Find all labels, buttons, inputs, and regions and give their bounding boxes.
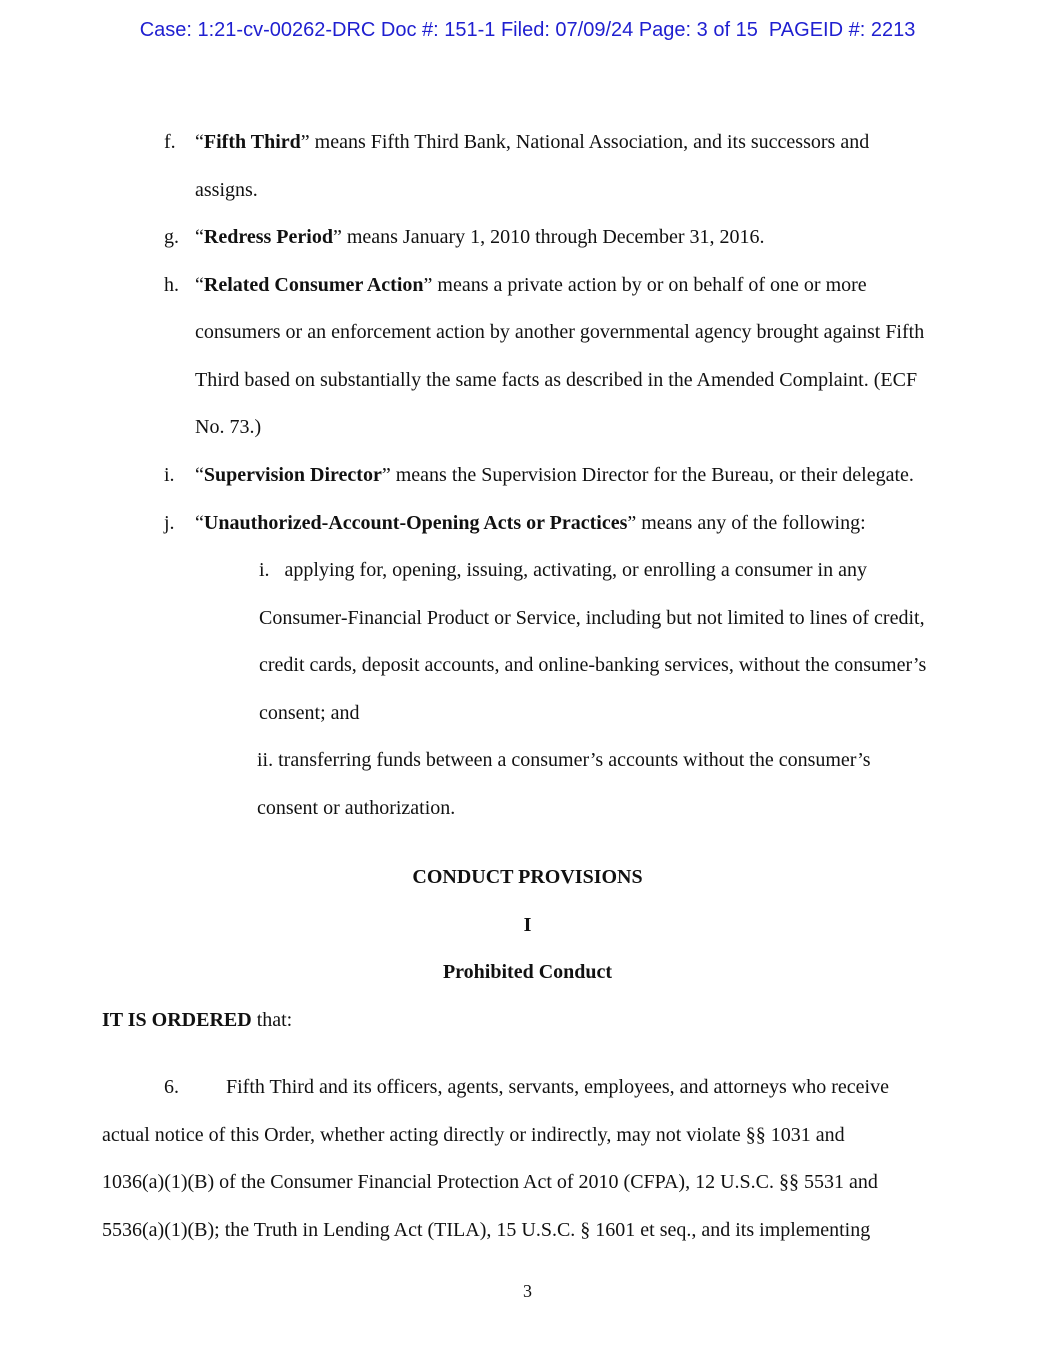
definition-j-term: Unauthorized-Account-Opening Acts or Practices (203, 512, 628, 534)
order-lead-rest: that: (251, 1009, 293, 1031)
section-heading: CONDUCT PROVISIONS (412, 866, 643, 888)
open-quote: “ (195, 274, 204, 296)
definition-j-line-1 (195, 511, 866, 535)
definition-h-marker: h. (164, 274, 179, 296)
order-lead (102, 1008, 292, 1032)
paragraph-6-line-4: 5536(a)(1)(B); the Truth in Lending Act (TILA), 15 U.S.C. § 1601 et seq., and its implementing (102, 1219, 871, 1241)
order-lead-bold: IT IS ORDERED (102, 1009, 252, 1031)
definition-i-term: Supervision Director (203, 464, 382, 486)
definition-i-marker: i. (164, 464, 175, 486)
definition-f-text: ” means Fifth Third Bank, National Association, and its successors and (300, 131, 870, 153)
paragraph-number: 6. (164, 1076, 179, 1098)
paragraph-6-line-3: 1036(a)(1)(B) of the Consumer Financial Protection Act of 2010 (CFPA), 12 U.S.C. §§ 5531 and (102, 1171, 878, 1193)
definition-j-text: ” means any of the following: (627, 512, 866, 534)
case-header: Case: 1:21-cv-00262-DRC Doc #: 151-1 Filed: 07/09/24 Page: 3 of 15 PAGEID #: 2213 (139, 19, 916, 41)
subitem-i-line-1: i. applying for, opening, issuing, activating, or enrolling a consumer in any (259, 559, 867, 581)
subitem-i-line-3: credit cards, deposit accounts, and online-banking services, without the consumer’s (259, 654, 927, 676)
paragraph-6-line-2: actual notice of this Order, whether acting directly or indirectly, may not violate §§ 1031 and (102, 1124, 845, 1146)
definition-h-line-4: No. 73.) (195, 416, 262, 438)
open-quote: “ (195, 464, 204, 486)
definition-f-term: Fifth Third (203, 131, 301, 153)
definition-h-term: Related Consumer Action (203, 274, 424, 296)
definition-g-line-1 (195, 225, 765, 249)
open-quote: “ (195, 512, 204, 534)
definition-h-line-1 (195, 273, 867, 297)
page-number: 3 (523, 1281, 532, 1301)
paragraph-6-line-1: Fifth Third and its officers, agents, servants, employees, and attorneys who receive (226, 1076, 889, 1098)
definition-f-line-2: assigns. (195, 179, 258, 201)
definition-g-marker: g. (164, 226, 179, 248)
definition-g-text: ” means January 1, 2010 through December 31, 2016. (332, 226, 765, 248)
definition-h-text: ” means a private action by or on behalf of one or more (423, 274, 867, 296)
definition-f-line-1 (195, 130, 869, 154)
section-title: Prohibited Conduct (442, 961, 613, 983)
definition-f-marker: f. (164, 131, 176, 153)
subitem-i-line-4: consent; and (259, 702, 360, 724)
definition-j-marker: j. (164, 512, 175, 534)
definition-g-term: Redress Period (203, 226, 333, 248)
definition-h-line-2: consumers or an enforcement action by another governmental agency brought against Fifth (195, 321, 925, 343)
open-quote: “ (195, 226, 204, 248)
definition-i-text: ” means the Supervision Director for the Bureau, or their delegate. (381, 464, 914, 486)
definition-i-line-1 (195, 463, 914, 487)
open-quote: “ (195, 131, 204, 153)
section-number: I (523, 914, 532, 936)
subitem-ii-line-1: ii. transferring funds between a consumer’s accounts without the consumer’s (257, 749, 871, 771)
subitem-ii-line-2: consent or authorization. (257, 797, 456, 819)
subitem-i-line-2: Consumer-Financial Product or Service, including but not limited to lines of credit, (259, 607, 925, 629)
definition-h-line-3: Third based on substantially the same facts as described in the Amended Complaint. (ECF (195, 369, 918, 391)
